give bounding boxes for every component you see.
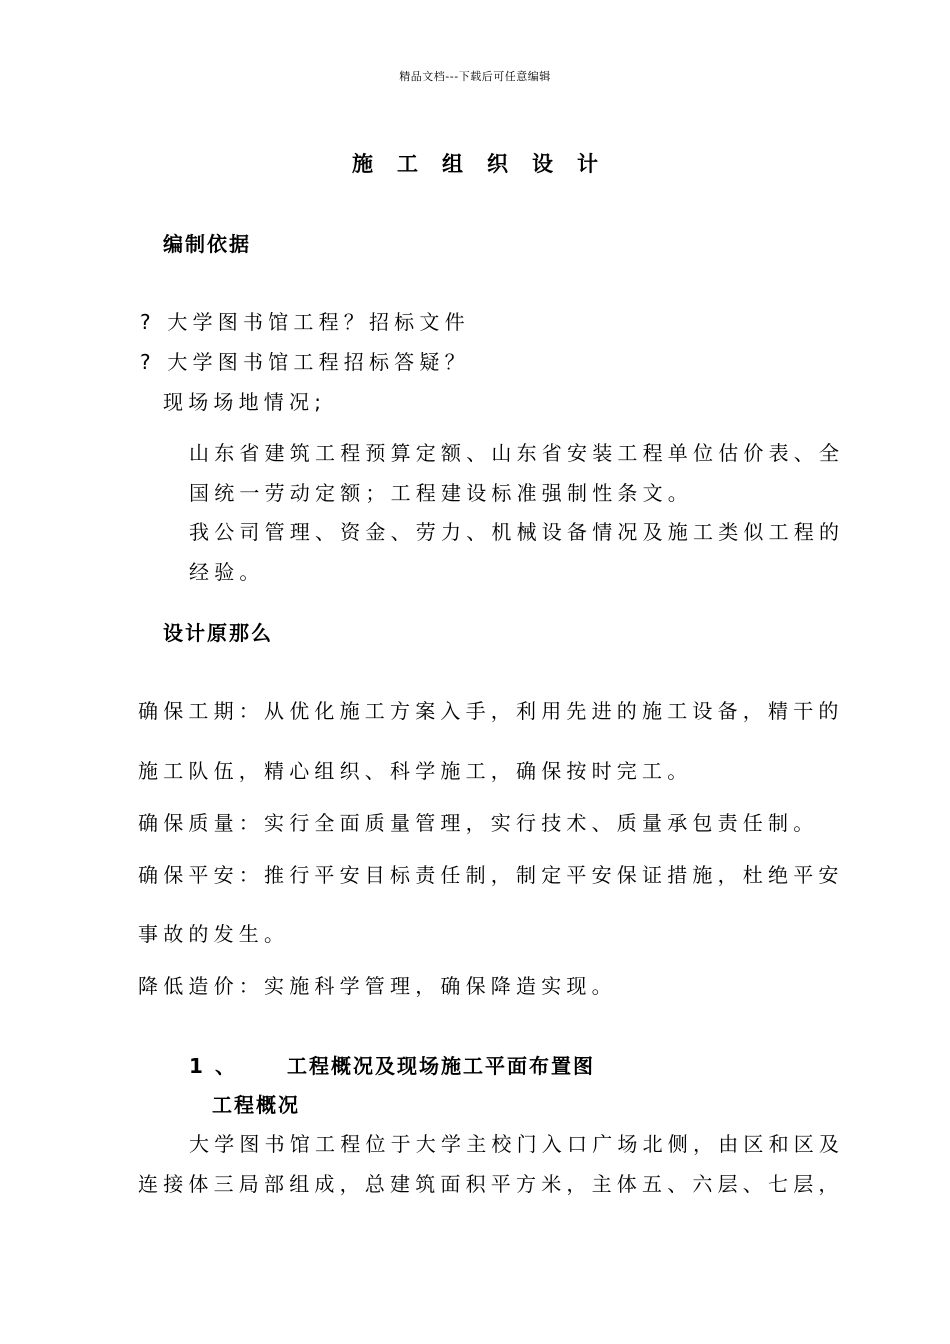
section-separator: 、 bbox=[215, 1054, 235, 1078]
basis-paragraph-1-line-2: 国统一劳动定额；工程建设标准强制性条文。 bbox=[189, 481, 693, 505]
principle-line-5: 事故的发生。 bbox=[138, 922, 290, 946]
basis-paragraph-2-line-1: 我公司管理、资金、劳力、机械设备情况及施工类似工程的 bbox=[189, 520, 845, 544]
principle-line-6: 降低造价：实施科学管理，确保降造实现。 bbox=[138, 974, 617, 998]
principle-line-1: 确保工期：从优化施工方案入手，利用先进的施工设备，精干的 bbox=[138, 699, 844, 723]
section-heading-basis: 编制依据 bbox=[163, 232, 251, 256]
basis-item-3: 现场场地情况; bbox=[163, 390, 327, 414]
section-heading-overview bbox=[189, 1050, 595, 1079]
document-title: 施工组织设计 bbox=[352, 152, 622, 176]
section-heading-principles: 设计原那么 bbox=[163, 621, 273, 645]
subheading-project-overview: 工程概况 bbox=[212, 1093, 300, 1117]
principle-line-3: 确保质量：实行全面质量管理，实行技术、质量承包责任制。 bbox=[138, 811, 819, 835]
principle-line-2: 施工队伍，精心组织、科学施工，确保按时完工。 bbox=[138, 759, 693, 783]
basis-paragraph-2-line-2: 经验。 bbox=[189, 560, 265, 584]
overview-line-1: 大学图书馆工程位于大学主校门入口广场北侧，由区和区及 bbox=[189, 1132, 845, 1156]
basis-item-2: ? 大学图书馆工程招标答疑？ bbox=[140, 350, 470, 374]
section-number: 1 bbox=[189, 1054, 203, 1078]
principle-line-4: 确保平安：推行平安目标责任制，制定平安保证措施，杜绝平安 bbox=[138, 863, 844, 887]
basis-item-1: ? 大学图书馆工程？招标文件 bbox=[140, 310, 470, 334]
overview-line-2: 连接体三局部组成，总建筑面积平方米，主体五、六层、七层， bbox=[138, 1172, 844, 1196]
header-note: 精品文档---下载后可任意编辑 bbox=[399, 70, 551, 83]
section-title-overview: 工程概况及现场施工平面布置图 bbox=[287, 1054, 595, 1078]
basis-paragraph-1-line-1: 山东省建筑工程预算定额、山东省安装工程单位估价表、全 bbox=[189, 441, 845, 465]
